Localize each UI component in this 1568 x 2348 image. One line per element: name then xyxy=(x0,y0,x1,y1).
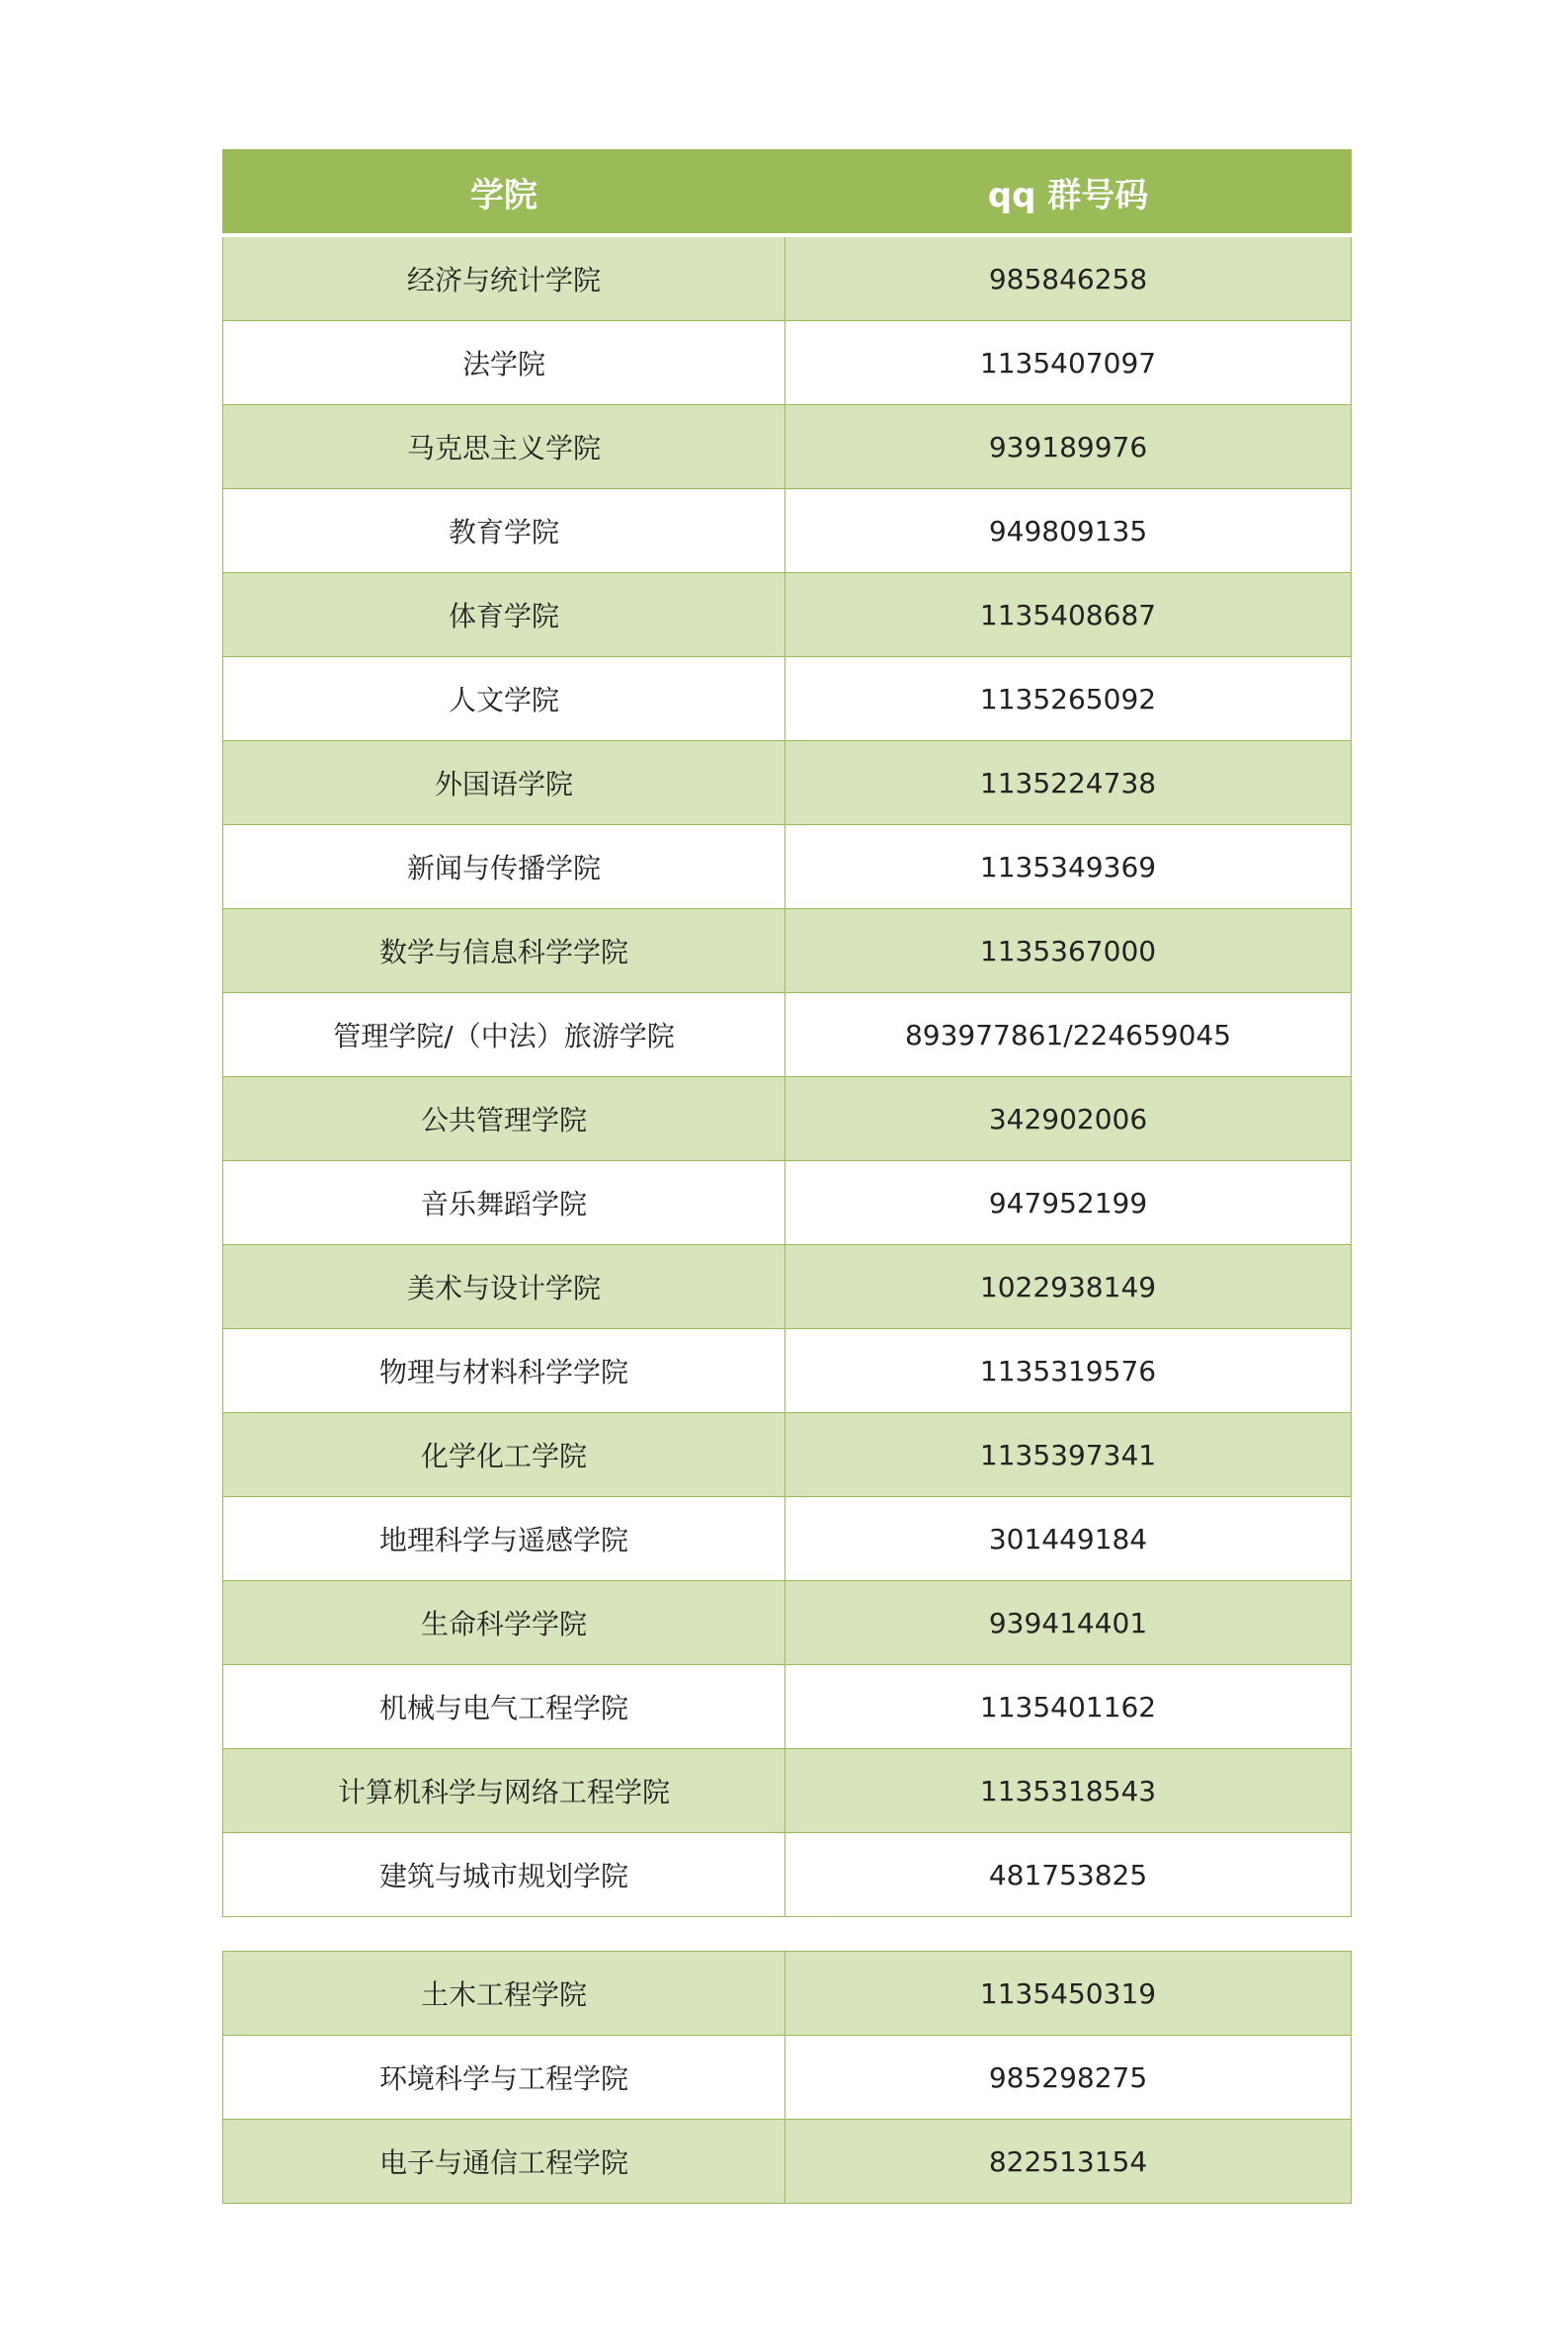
table-row xyxy=(223,489,1352,573)
college-cell: 新闻与传播学院 xyxy=(223,825,785,909)
table-row xyxy=(223,1161,1352,1245)
college-cell: 建筑与城市规划学院 xyxy=(223,1833,785,1917)
college-cell: 体育学院 xyxy=(223,573,785,657)
qq-number-cell: 1135407097 xyxy=(785,321,1352,405)
header-qq-number: qq 群号码 xyxy=(785,150,1352,236)
table-row xyxy=(223,405,1352,489)
college-cell: 经济与统计学院 xyxy=(223,235,785,321)
qq-number-cell: 342902006 xyxy=(785,1077,1352,1161)
table-row xyxy=(223,1497,1352,1581)
college-cell: 计算机科学与网络工程学院 xyxy=(223,1749,785,1833)
qq-number-cell: 949809135 xyxy=(785,489,1352,573)
qq-number-cell: 1135401162 xyxy=(785,1665,1352,1749)
college-cell: 管理学院/（中法）旅游学院 xyxy=(223,993,785,1077)
table-row xyxy=(223,1581,1352,1665)
table-row xyxy=(223,909,1352,993)
college-cell: 土木工程学院 xyxy=(223,1952,785,2036)
qq-number-cell: 939189976 xyxy=(785,405,1352,489)
qq-number-cell: 985846258 xyxy=(785,235,1352,321)
table-header-row xyxy=(223,150,1352,236)
qq-number-cell: 1135408687 xyxy=(785,573,1352,657)
qq-number-cell: 893977861/224659045 xyxy=(785,993,1352,1077)
qq-number-cell: 1135397341 xyxy=(785,1413,1352,1497)
college-cell: 人文学院 xyxy=(223,657,785,741)
table-row xyxy=(223,825,1352,909)
qq-number-cell: 1022938149 xyxy=(785,1245,1352,1329)
college-cell: 机械与电气工程学院 xyxy=(223,1665,785,1749)
college-cell: 物理与材料科学学院 xyxy=(223,1329,785,1413)
table-row xyxy=(223,993,1352,1077)
college-cell: 公共管理学院 xyxy=(223,1077,785,1161)
college-cell: 环境科学与工程学院 xyxy=(223,2036,785,2120)
college-cell: 音乐舞蹈学院 xyxy=(223,1161,785,1245)
table-row xyxy=(223,1077,1352,1161)
college-cell: 教育学院 xyxy=(223,489,785,573)
table-row xyxy=(223,321,1352,405)
qq-number-cell: 1135367000 xyxy=(785,909,1352,993)
qq-number-cell: 1135450319 xyxy=(785,1952,1352,2036)
table-row xyxy=(223,2036,1352,2120)
qq-number-cell: 985298275 xyxy=(785,2036,1352,2120)
qq-number-cell: 939414401 xyxy=(785,1581,1352,1665)
table-row xyxy=(223,1245,1352,1329)
table-row xyxy=(223,1329,1352,1413)
table-row xyxy=(223,573,1352,657)
qq-number-cell: 947952199 xyxy=(785,1161,1352,1245)
qq-number-cell: 1135318543 xyxy=(785,1749,1352,1833)
qq-number-cell: 1135349369 xyxy=(785,825,1352,909)
college-cell: 马克思主义学院 xyxy=(223,405,785,489)
table-row xyxy=(223,1749,1352,1833)
table-row xyxy=(223,2120,1352,2204)
qq-group-table-continued xyxy=(222,1951,1352,2204)
table-row xyxy=(223,1413,1352,1497)
table-row xyxy=(223,657,1352,741)
table-row xyxy=(223,741,1352,825)
college-cell: 外国语学院 xyxy=(223,741,785,825)
table-row xyxy=(223,1952,1352,2036)
qq-number-cell: 1135224738 xyxy=(785,741,1352,825)
table-row xyxy=(223,1833,1352,1917)
table-row xyxy=(223,1665,1352,1749)
college-cell: 数学与信息科学学院 xyxy=(223,909,785,993)
qq-number-cell: 822513154 xyxy=(785,2120,1352,2204)
college-cell: 生命科学学院 xyxy=(223,1581,785,1665)
qq-number-cell: 1135265092 xyxy=(785,657,1352,741)
college-cell: 法学院 xyxy=(223,321,785,405)
qq-number-cell: 1135319576 xyxy=(785,1329,1352,1413)
qq-group-table xyxy=(222,149,1352,1917)
qq-number-cell: 301449184 xyxy=(785,1497,1352,1581)
college-cell: 地理科学与遥感学院 xyxy=(223,1497,785,1581)
header-college: 学院 xyxy=(223,150,785,236)
college-cell: 化学化工学院 xyxy=(223,1413,785,1497)
table-row xyxy=(223,235,1352,321)
college-cell: 美术与设计学院 xyxy=(223,1245,785,1329)
qq-number-cell: 481753825 xyxy=(785,1833,1352,1917)
college-cell: 电子与通信工程学院 xyxy=(223,2120,785,2204)
